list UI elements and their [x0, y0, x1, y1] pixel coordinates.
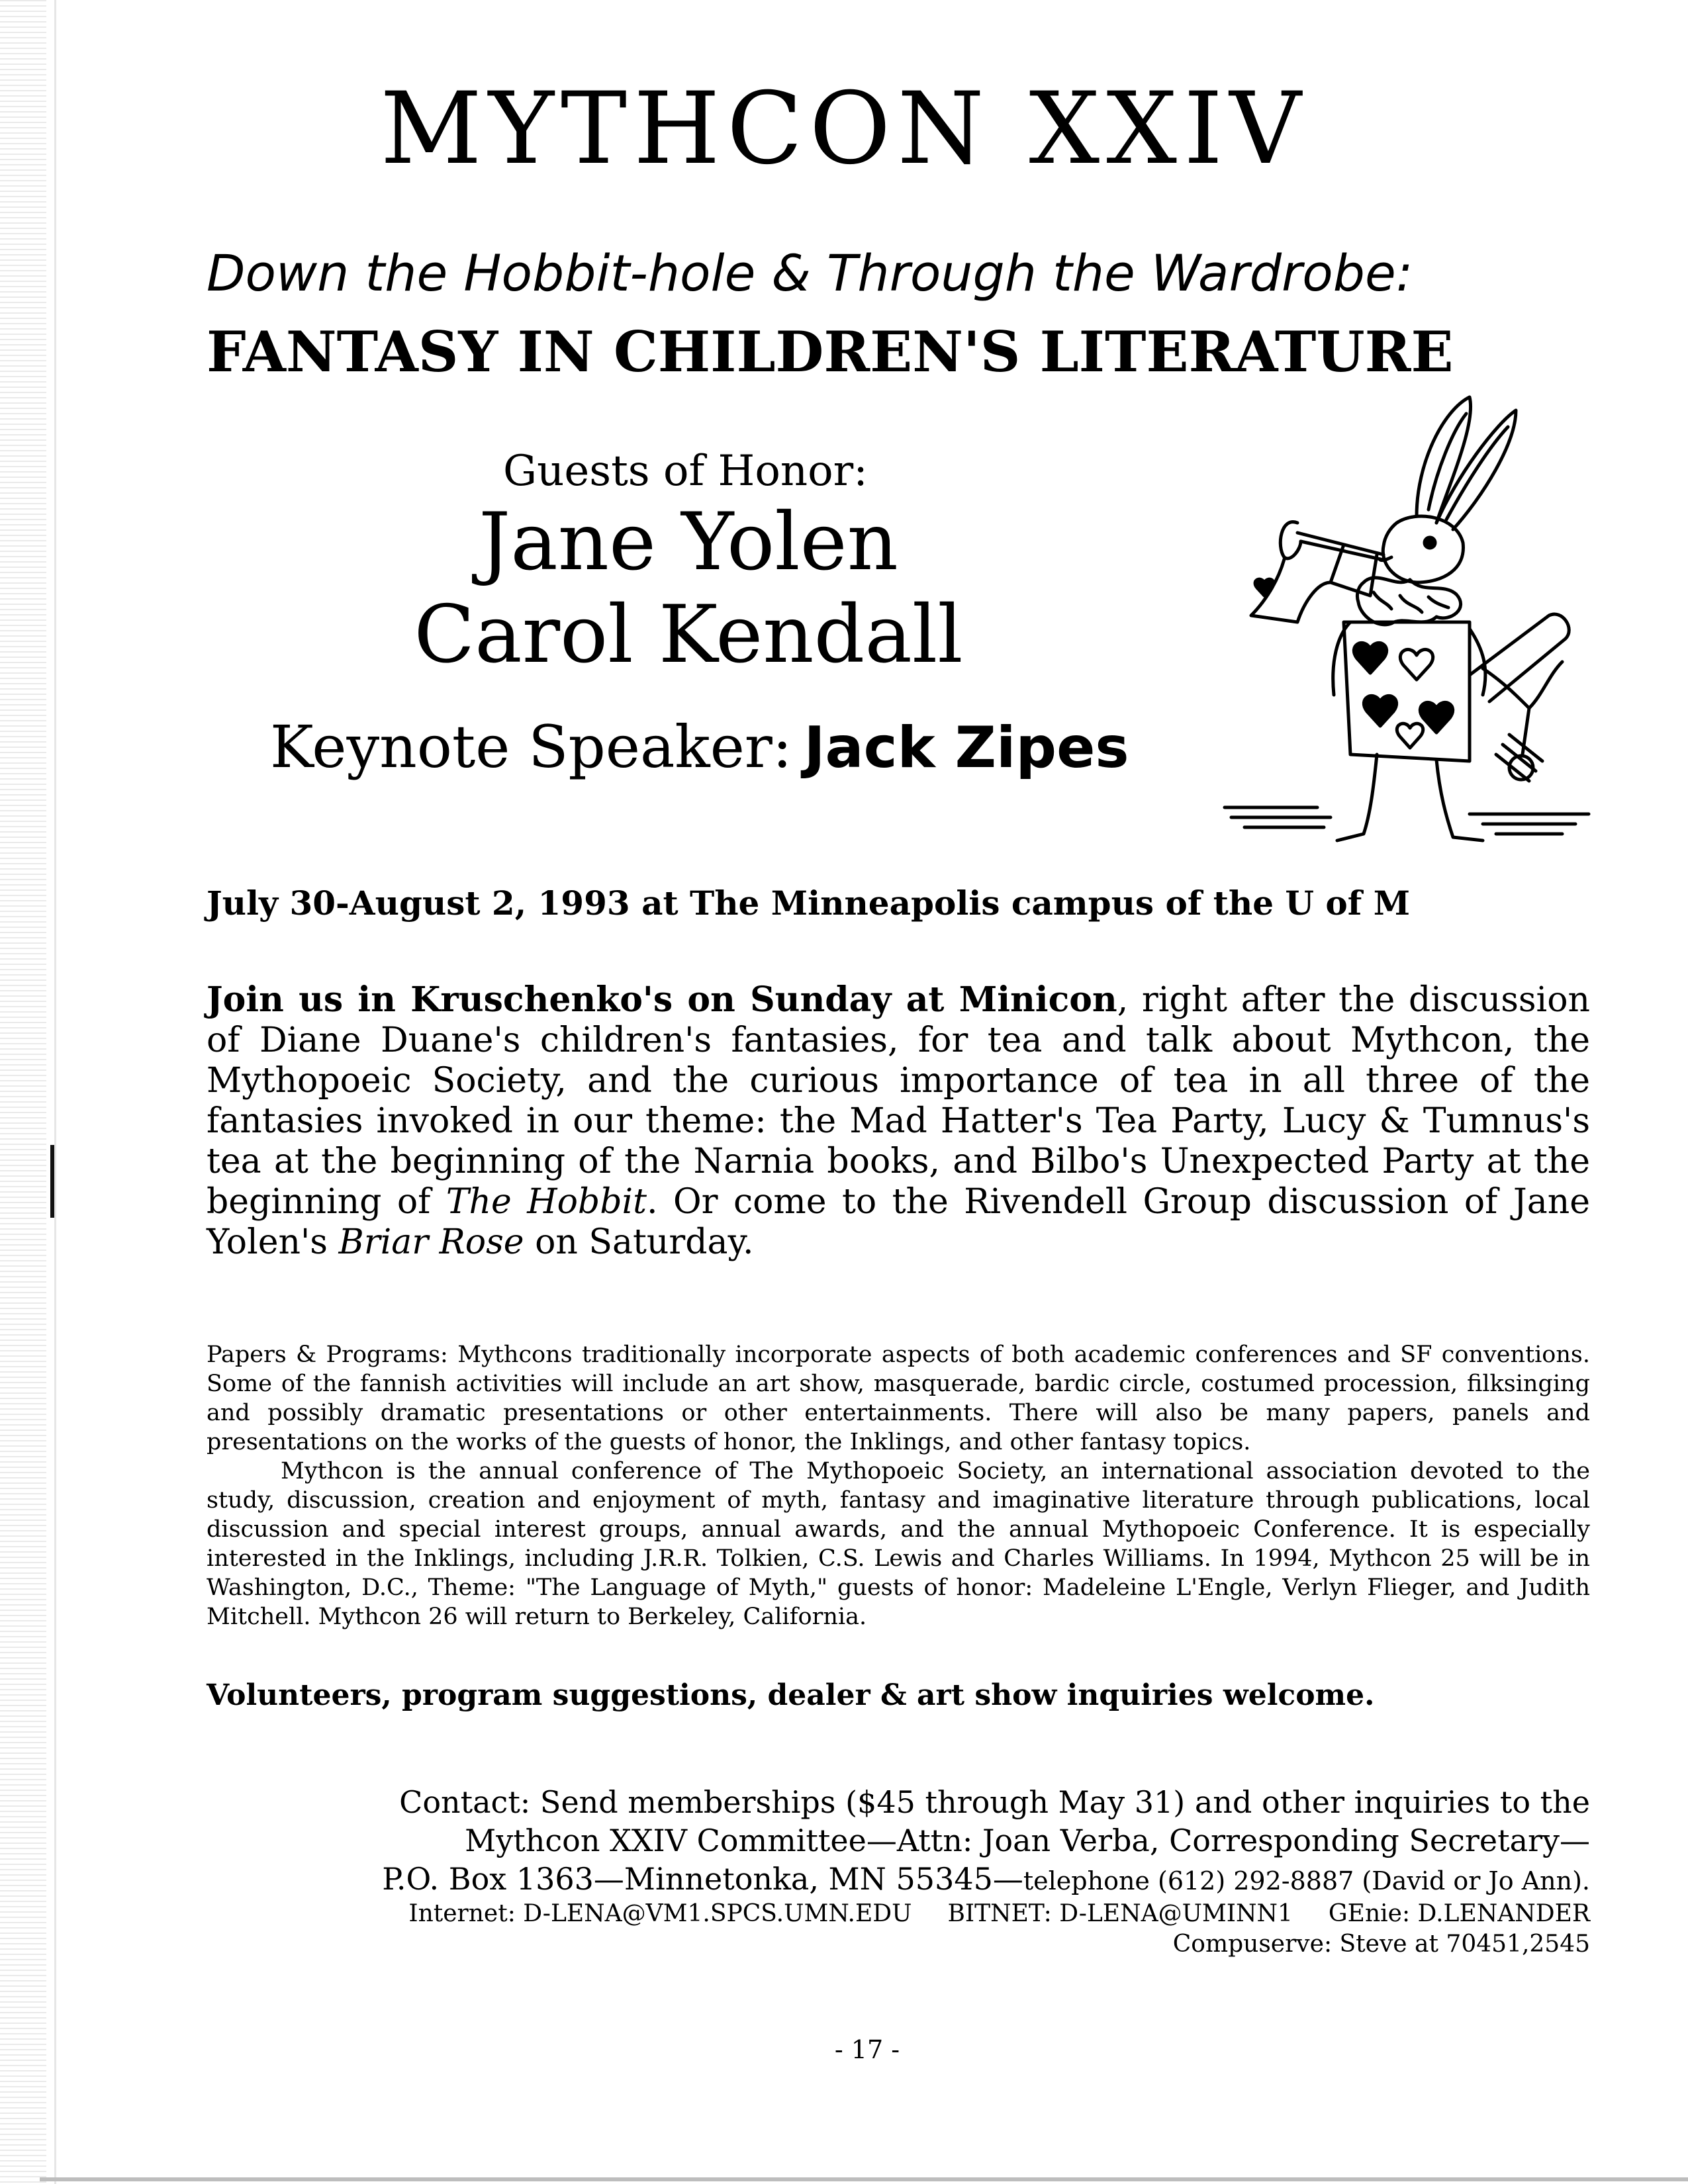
keynote-name: Jack Zipes — [804, 715, 1129, 781]
bottom-rule — [40, 2177, 1688, 2181]
contact-line-2: Mythcon XXIV Committee—Attn: Joan Verba, Corresponding Secretary— — [465, 1823, 1590, 1858]
binding-line — [54, 0, 56, 2184]
join-text-3: on Saturday. — [524, 1222, 754, 1262]
margin-mark — [50, 1145, 54, 1218]
papers-section — [207, 1340, 1590, 1631]
contact-bitnet: BITNET: D-LENA@UMINN1 — [947, 1900, 1293, 1927]
papers-label: Papers & Programs: — [207, 1342, 448, 1368]
contact-genie: GEnie: D.LENANDER — [1328, 1900, 1590, 1927]
page-number: - 17 - — [834, 2035, 900, 2064]
guest-name-2: Carol Kendall — [414, 589, 963, 681]
guests-of-honor-label: Guests of Honor: — [503, 447, 868, 496]
join-paragraph — [207, 979, 1590, 1263]
papers-paragraph-2: Mythcon is the annual conference of The Mythopoeic Society, an international association devoted to the study, discussion, creation and enjoyment of myth, fantasy and imaginative literature through publications, local discussion and special interest groups, annual awards, and the annual Mythopoeic Conference. It is especially interested in the Inklings, including J.R.R. Tolkien, C.S. Lewis and Charles Williams. In 1994, Mythcon 25 will be in Washington, D.C., Theme: "The Language of Myth," guests of honor: Madeleine L'Engle, Verlyn Flieger, and Judith Mitchell. Mythcon 26 will return to Berkeley, California. — [207, 1458, 1590, 1630]
white-rabbit-illustration — [1218, 384, 1602, 860]
page-title: MYTHCON XXIV — [380, 71, 1308, 187]
join-italic-1: The Hobbit — [445, 1182, 647, 1222]
join-text-1: , right after the discussion of Diane Duane's children's fantasies, for tea and talk about Mythcon, the Mythopoeic Society, and the curious importance of tea in all three of the fantasies invoked in our theme: the Mad Hatter's Tea Party, Lucy & Tumnus's tea at the beginning of the Narnia books, and Bilbo's Unexpected Party at the beginning of — [207, 980, 1590, 1222]
subtitle: Down the Hobbit-hole & Through the Wardrobe: — [207, 244, 1413, 302]
event-dates: July 30-August 2, 1993 at The Minneapolis campus of the U of M — [207, 884, 1411, 923]
contact-address: P.O. Box 1363—Minnetonka, MN 55345— — [382, 1861, 1023, 1897]
keynote-label: Keynote Speaker: — [270, 713, 792, 781]
join-italic-2: Briar Rose — [338, 1222, 524, 1262]
binding-edge — [0, 0, 46, 2184]
theme-heading: FANTASY IN CHILDREN'S LITERATURE — [207, 319, 1454, 385]
join-text-2: . Or come to the Rivendell Group discussion of Jane Yolen's — [207, 1182, 1591, 1262]
contact-block — [299, 1784, 1590, 1958]
contact-compuserve: Compuserve: Steve at 70451,2545 — [1172, 1931, 1590, 1958]
volunteers-note: Volunteers, program suggestions, dealer & art show inquiries welcome. — [207, 1678, 1375, 1712]
contact-line-1: Send memberships ($45 through May 31) and other inquiries to the — [530, 1784, 1590, 1820]
join-bold-text: Join us in Kruschenko's on Sunday at Minicon — [207, 979, 1117, 1020]
papers-paragraph-1: Mythcons traditionally incorporate aspects of both academic conferences and SF conventions. Some of the fannish activities will include an art show, masquerade, bardic circle, costumed procession, filksinging and possibly dramatic presentations or other entertainments. There will also be many papers, panels and presentations on the works of the guests of honor, the Inklings, and other fantasy topics. — [207, 1342, 1591, 1455]
contact-label: Contact: — [399, 1784, 531, 1820]
contact-telephone: telephone (612) 292-8887 (David or Jo Ann). — [1023, 1866, 1590, 1895]
guest-name-1: Jane Yolen — [479, 496, 898, 588]
contact-internet: Internet: D-LENA@VM1.SPCS.UMN.EDU — [408, 1900, 912, 1927]
keynote-line — [270, 713, 1129, 781]
